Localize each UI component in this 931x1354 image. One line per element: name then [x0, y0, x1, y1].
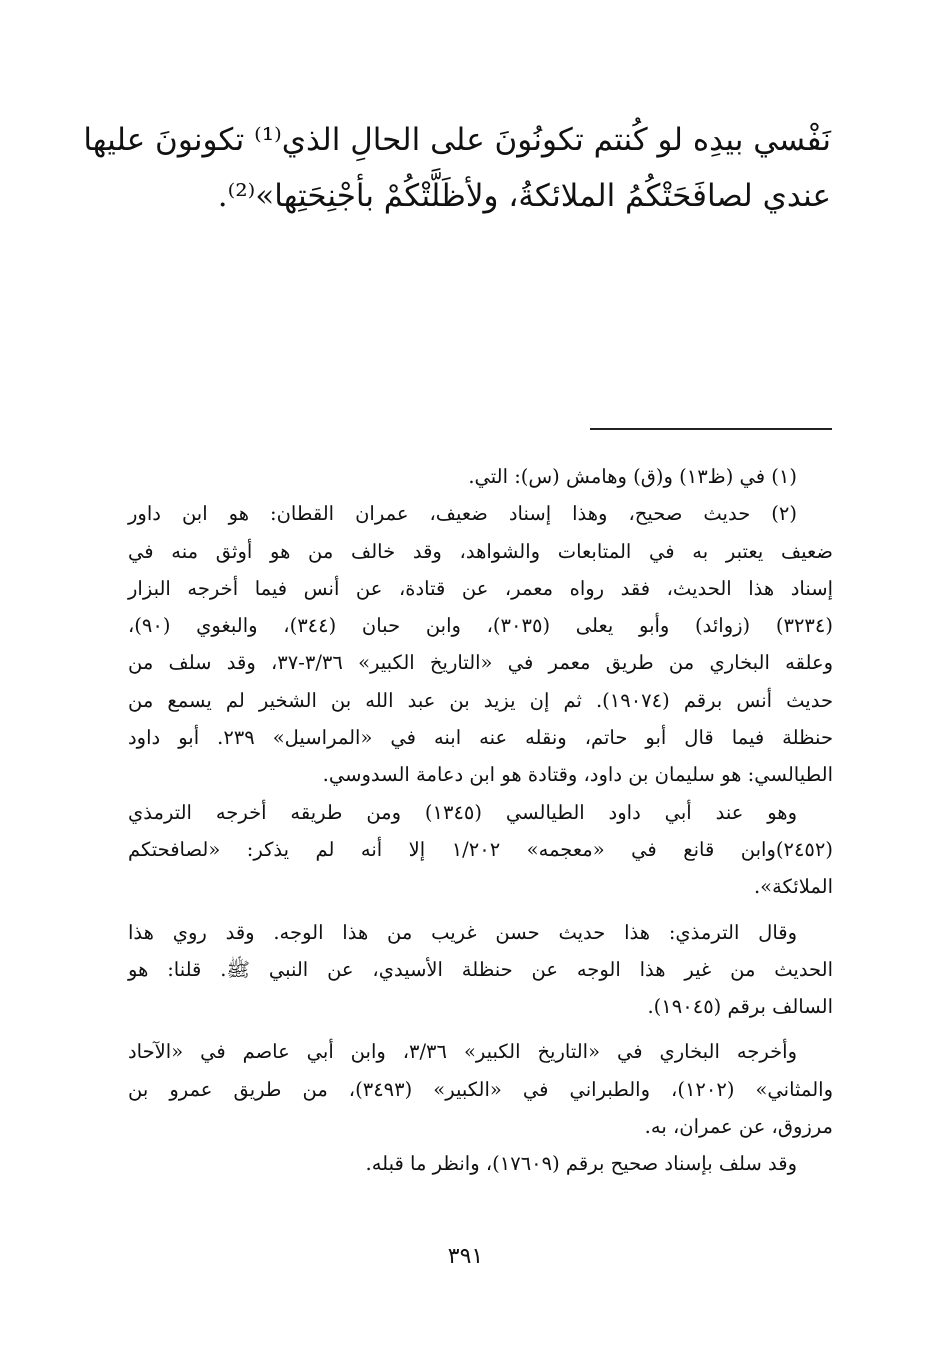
footnote-paragraph — [128, 1033, 833, 1145]
main-text — [83, 112, 831, 224]
footnote-paragraph — [128, 914, 833, 1026]
footnote-separator — [590, 428, 832, 430]
footnote-2 — [128, 495, 833, 793]
footnote-line: الحديث من غير هذا الوجه عن حنظلة الأسيدي، عن النبي ﷺ. قلنا: هو — [128, 957, 833, 981]
footnote-paragraph — [128, 1145, 833, 1182]
footnote-line: وأخرجه البخاري في «التاريخ الكبير» ٣/٣٦، وابن أبي عاصم في «الآحاد — [128, 1040, 798, 1064]
footnote-line: والمثاني» (١٢٠٢)، والطبراني في «الكبير» (٣٤٩٣)، من طريق عمرو بن — [128, 1077, 833, 1101]
main-text-line: نَفْسي بيدِه لو كُنتم تكونُونَ على الحالِ الذي⁽¹⁾ تكونونَ عليها — [83, 122, 831, 158]
page-number: ٣٩١ — [447, 1244, 484, 1269]
footnote-line: (٢٤٥٢)وابن قانع في «معجمه» ١/٢٠٢ إلا أنه لم يذكر: «لصافحتكم — [128, 837, 833, 861]
footnote-line: (١) في (ظ١٣) و(ق) وهامش (س): التي. — [468, 465, 797, 488]
footnote-line: وهو عند أبي داود الطيالسي (١٣٤٥) ومن طريقه أخرجه الترمذي — [128, 800, 797, 824]
footnotes — [128, 458, 833, 1183]
footnote-line: السالف برقم (١٩٠٤٥). — [647, 995, 833, 1019]
footnote-line: (٣٢٣٤) (زوائد) وأبو يعلى (٣٠٣٥)، وابن حبان (٣٤٤)، والبغوي (٩٠)، — [128, 614, 833, 638]
main-text-line: عندي لصافَحَتْكُمُ الملائكةُ، ولأظَلَّتْكُمْ بأجْنِحَتِها»⁽²⁾. — [217, 178, 831, 214]
footnote-line: حنظلة فيما قال أبو حاتم، ونقله عنه ابنه في «المراسيل» ٢٣٩. أبو داود — [128, 726, 833, 750]
footnote-1 — [128, 458, 833, 495]
footnote-line: وقال الترمذي: هذا حديث حسن غريب من هذا الوجه. وقد روي هذا — [128, 920, 797, 944]
footnote-paragraph — [128, 794, 833, 906]
footnote-line: الطيالسي: هو سليمان بن داود، وقتادة هو ابن دعامة السدوسي. — [322, 763, 833, 787]
footnote-line: وقد سلف بإسناد صحيح برقم (١٧٦٠٩)، وانظر ما قبله. — [365, 1152, 797, 1176]
footnote-line: الملائكة». — [753, 875, 833, 899]
footnote-line: (٢) حديث صحيح، وهذا إسناد ضعيف، عمران القطان: هو ابن داور — [128, 502, 797, 526]
footnote-line: إسناد هذا الحديث، فقد رواه معمر، عن قتادة، عن أنس فيما أخرجه البزار — [128, 576, 833, 600]
footnote-line: ضعيف يعتبر به في المتابعات والشواهد، وقد خالف من هو أوثق منه في — [128, 539, 833, 563]
footnote-line: مرزوق، عن عمران، به. — [644, 1115, 833, 1139]
footnote-line: حديث أنس برقم (١٩٠٧٤). ثم إن يزيد بن عبد الله بن الشخير لم يسمع من — [128, 688, 834, 712]
footnote-line: وعلقه البخاري من طريق معمر في «التاريخ الكبير» ٣/٣٦-٣٧، وقد سلف من — [128, 651, 833, 675]
